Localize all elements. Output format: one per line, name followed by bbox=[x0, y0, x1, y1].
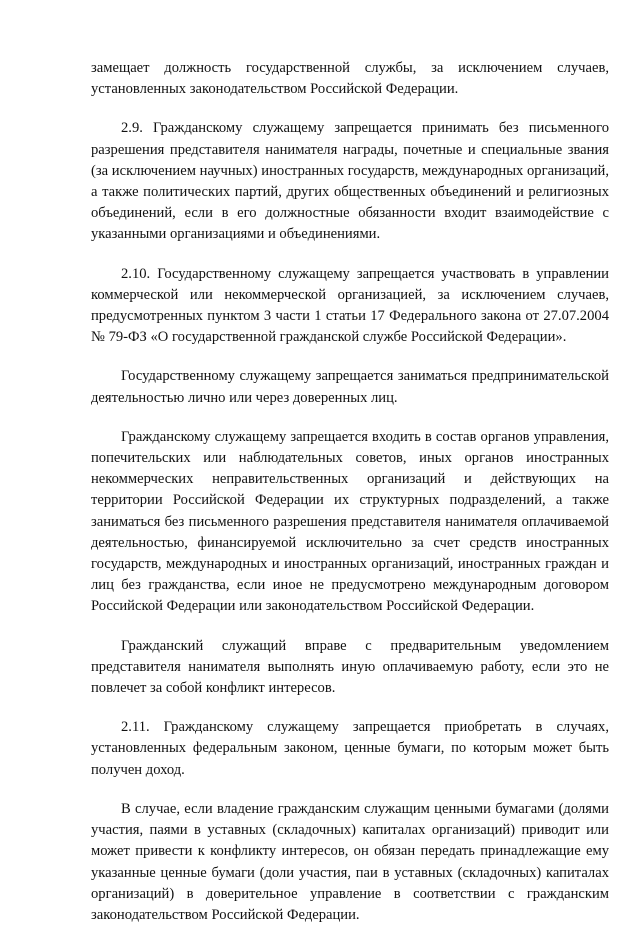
paragraph-paid-work: Гражданский служащий вправе с предварительным уведомлением представителя нанимателя выполнять иную оплачиваемую работу, если это не повлечет за собой конфликт интересов. bbox=[91, 637, 609, 697]
paragraph-trust-management: В случае, если владение гражданским служащим ценными бумагами (долями участия, паями в уставных (складочных) капиталах организаций) приводит или может привести к конфликту интересов, он обязан передать принадлежащие ему указанные ценные бумаги (доли участия, паи в уставных (складочных) капиталах организаций) в доверительное управление в соответствии с гражданским законодательством Российской Федерации. bbox=[91, 800, 609, 923]
paragraph-foreign-organizations: Гражданскому служащему запрещается входить в состав органов управления, попечительских или наблюдательных советов, иных органов иностранных некоммерческих неправительственных организаций и действующих на территории Российской Федерации их структурных подразделений, а также заниматься без письменного разрешения представителя нанимателя оплачиваемой деятельностью, финансируемой исключительно за счет средств иностранных государств, международных и иностранных организаций, иностранных граждан и лиц без гражданства, если иное не предусмотрено международным договором Российской Федерации или законодательством Российской Федерации. bbox=[91, 428, 609, 615]
document-page bbox=[91, 58, 609, 944]
paragraph-2-11-securities: 2.11. Гражданскому служащему запрещается приобретать в случаях, установленных федеральным законом, ценные бумаги, по которым может быть получен доход. bbox=[91, 719, 609, 778]
paragraph-2-9-awards: 2.9. Гражданскому служащему запрещается принимать без письменного разрешения представителя нанимателя награды, почетные и специальные звания (за исключением научных) иностранных государств, международных организаций, а также политических партий, других общественных объединений и религиозных объединений, если в его должностные обязанности входит взаимодействие с указанными организациями и объединениями. bbox=[91, 120, 609, 243]
paragraph-continuation: замещает должность государственной службы, за исключением случаев, установленных законодательством Российской Федерации. bbox=[91, 60, 609, 98]
paragraph-2-10-management: 2.10. Государственному служащему запрещается участвовать в управлении коммерческой или некоммерческой организацией, за исключением случаев, предусмотренных пунктом 3 части 1 статьи 17 Федерального закона от 27.07.2004 № 79-ФЗ «О государственной гражданской службе Российской Федерации». bbox=[91, 265, 609, 346]
paragraph-entrepreneurship: Государственному служащему запрещается заниматься предпринимательской деятельностью лично или через доверенных лиц. bbox=[91, 368, 609, 406]
